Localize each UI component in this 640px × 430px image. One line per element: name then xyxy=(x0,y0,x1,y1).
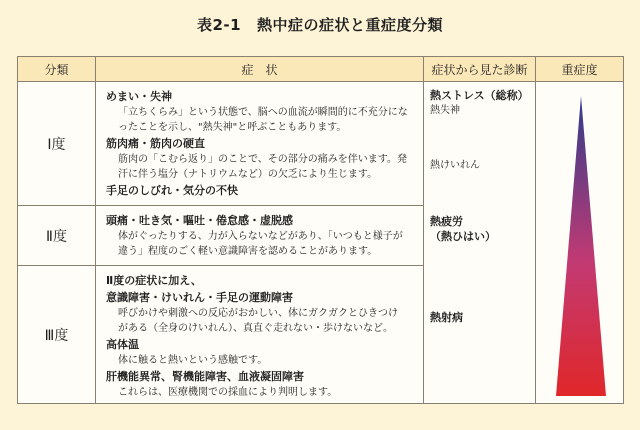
severity-cell xyxy=(536,82,624,404)
heat-exhaustion-alias: （熱ひはい） xyxy=(430,230,496,243)
severity-wedge xyxy=(556,96,606,396)
symptom-line: がある（全身のけいれん）、真直ぐ走れない・歩けないなど。 xyxy=(118,323,393,334)
table-title-text: 熱中症の症状と重症度分類 xyxy=(257,16,444,34)
table-number: 表2-1 xyxy=(196,16,242,34)
symptom-line: 体がぐったりする、力が入らないなどがあり、「いつもと様子が xyxy=(118,231,403,242)
grade-1-symptoms xyxy=(96,82,424,206)
heat-stress-label: 熱ストレス（総称） xyxy=(430,89,529,102)
heat-exhaustion-label: 熱疲労 xyxy=(430,215,463,228)
header-row xyxy=(18,57,624,82)
symptom-line: 呼びかけや刺激への反応がおかしい、体にガクガクとひきつけ xyxy=(118,308,398,319)
symptom-line: 違う」程度のごく軽い意識障害を認めることがあります。 xyxy=(118,246,378,257)
symptom-line: ったことを示し、"熱失神"と呼ぶこともあります。 xyxy=(118,122,347,133)
symptom-heading: 手足のしびれ・気分の不快 xyxy=(106,184,238,197)
symptom-heading: Ⅱ度の症状に加え、 xyxy=(106,274,202,287)
symptom-heading: 高体温 xyxy=(106,338,139,351)
heat-syncope-label: 熱失神 xyxy=(430,105,460,116)
grade-1-label: Ⅰ度 xyxy=(18,82,96,206)
symptom-heading: 意識障害・けいれん・手足の運動障害 xyxy=(106,291,293,304)
symptom-line: これらは、医療機関での採血により判明します。 xyxy=(118,387,338,398)
grade-2-symptoms xyxy=(96,206,424,266)
diagnosis-heat-stress xyxy=(430,88,529,118)
grade-2-label: Ⅱ度 xyxy=(18,206,96,266)
diagnosis-cell xyxy=(424,82,536,404)
symptom-line: 体に触ると熱いという感触です。 xyxy=(118,355,268,366)
symptom-line: 筋肉の「こむら返り」のことで、その部分の痛みを伴います。発 xyxy=(118,154,407,165)
row-grade-1 xyxy=(18,82,624,206)
header-symptoms: 症 状 xyxy=(96,57,424,82)
severity-gradient xyxy=(536,82,624,404)
symptom-line: 「立ちくらみ」という状態で、脳への血流が瞬間的に不充分にな xyxy=(118,107,408,118)
header-diagnosis: 症状から見た診断 xyxy=(424,57,536,82)
grade-3-symptoms xyxy=(96,266,424,404)
grade-3-label: Ⅲ度 xyxy=(18,266,96,404)
header-severity: 重症度 xyxy=(536,57,624,82)
symptom-heading: 肝機能異常、腎機能障害、血液凝固障害 xyxy=(106,370,304,383)
heatstroke-table xyxy=(17,56,624,404)
table-title xyxy=(0,14,640,35)
symptom-heading: 頭痛・吐き気・嘔吐・倦怠感・虚脱感 xyxy=(106,214,293,227)
symptom-line: 汗に伴う塩分（ナトリウムなど）の欠乏により生じます。 xyxy=(118,169,378,180)
symptom-heading: 筋肉痛・筋肉の硬直 xyxy=(106,137,205,150)
header-classification: 分類 xyxy=(18,57,96,82)
symptom-heading: めまい・失神 xyxy=(106,90,172,103)
heat-cramps-label: 熱けいれん xyxy=(430,160,480,171)
diagnosis-heat-exhaustion xyxy=(430,214,496,244)
heat-stroke-label: 熱射病 xyxy=(430,311,463,324)
